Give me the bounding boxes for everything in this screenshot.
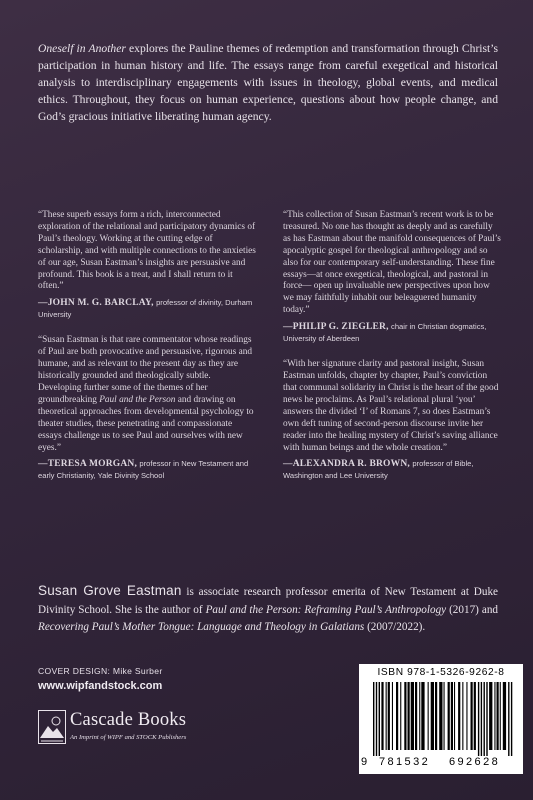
endorsement-brown bbox=[283, 359, 501, 482]
barcode-bar bbox=[494, 682, 495, 750]
barcode-bar bbox=[451, 682, 453, 750]
quote-book-title: Paul and the Person bbox=[99, 394, 176, 405]
endorsements-right-column bbox=[283, 210, 501, 496]
barcode-bar bbox=[484, 682, 485, 756]
publisher-imprint: An Imprint of WIPF and STOCK Publishers bbox=[70, 734, 187, 741]
endorsement-attribution bbox=[38, 297, 256, 321]
endorsement-ziegler bbox=[283, 210, 501, 345]
author-name: Susan Grove Eastman bbox=[38, 583, 182, 598]
publisher-logo bbox=[38, 708, 238, 748]
description-text: explores the Pauline themes of redemption and transformation through Christ’s participation in human history and life. The essays range from careful exegetical and historical analysis to interdisciplinary engagements with issues in theology, global events, and medical ethics. Throughout, they focus on human experience, questions about how people change, and God’s gracious initiative liberating human agency. bbox=[38, 42, 498, 123]
barcode-bar bbox=[376, 682, 377, 756]
barcode-bar bbox=[511, 682, 512, 756]
barcode-bar bbox=[486, 682, 487, 756]
barcode-digits bbox=[359, 756, 523, 770]
endorsement-attribution bbox=[38, 458, 256, 482]
endorsements-left-column bbox=[38, 210, 256, 496]
author-bio bbox=[38, 582, 498, 637]
endorsement-barclay bbox=[38, 210, 256, 321]
barcode-bar bbox=[458, 682, 460, 750]
barcode-bar bbox=[392, 682, 393, 750]
endorser-name: —ALEXANDRA R. BROWN, bbox=[283, 459, 410, 470]
endorser-title: professor in New Testament and early Christianity, Yale Divinity School bbox=[38, 459, 249, 481]
isbn-barcode bbox=[359, 664, 523, 774]
barcode-bar bbox=[415, 682, 417, 750]
book-description bbox=[38, 40, 498, 125]
barcode-bar bbox=[388, 682, 390, 750]
barcode-digits-group2: 692628 bbox=[449, 756, 501, 768]
barcode-bar bbox=[462, 682, 463, 750]
barcode-bar bbox=[466, 682, 467, 750]
barcode-bar bbox=[489, 682, 492, 750]
barcode-bar bbox=[508, 682, 509, 756]
endorser-name: —JOHN M. G. BARCLAY, bbox=[38, 298, 154, 309]
barcode-bar bbox=[431, 682, 434, 750]
barcode-bar bbox=[481, 682, 482, 756]
endorser-title: professor of Bible, Washington and Lee University bbox=[283, 459, 474, 481]
quote-part: “Susan Eastman is that rare commentator whose readings of Paul are both provocative and persuasive, rigorous and humane, and as relevant to the present day as they are historically grounded and theologically subtle. Developing further some of the themes of her groundbreaking bbox=[38, 335, 253, 405]
barcode-bars bbox=[367, 682, 517, 756]
endorser-title: chair in Christian dogmatics, University of Aberdeen bbox=[283, 322, 487, 344]
bio-text: (2007/2022). bbox=[364, 621, 426, 633]
barcode-digits-group1: 781532 bbox=[379, 756, 431, 768]
endorsement-quote: “These superb essays form a rich, interconnected exploration of the relational and participatory dynamics of Paul’s theology. Working at the cutting edge of scholarship, and with multiple connections to the anxieties of our age, Susan Eastman’s insights are persuasive and profound. This book is a treat, and I shall return to it often.” bbox=[38, 210, 256, 292]
barcode-bar bbox=[444, 682, 445, 750]
barcode-bar bbox=[497, 682, 499, 750]
barcode-bar bbox=[419, 682, 420, 750]
barcode-digit-first: 9 bbox=[361, 756, 368, 768]
barcode-bar bbox=[373, 682, 374, 756]
endorsement-quote: “This collection of Susan Eastman’s recent work is to be treasured. No one has thought as deeply and as carefully as has Eastman about the manifold consequences of Paul’s apocalyptic gospel for theological anthropology and so also for our contemporary self-understanding. These fine essays—at once exegetical, theological, and pastoral in force— open up invaluable new perspectives upon how we may faithfully inhabit our beleaguered humanity today.” bbox=[283, 210, 501, 316]
cover-design-credit: COVER DESIGN: Mike Surber bbox=[38, 666, 163, 676]
barcode-bar bbox=[503, 682, 506, 750]
bio-book-title: Paul and the Person: Reframing Paul’s Anthropology bbox=[205, 603, 447, 616]
barcode-bar bbox=[411, 682, 414, 750]
endorsement-quote bbox=[38, 335, 256, 454]
barcode-bar bbox=[428, 682, 429, 750]
barcode-bar bbox=[379, 682, 380, 756]
barcode-bar bbox=[435, 682, 437, 750]
barcode-bar bbox=[408, 682, 410, 750]
mountain-sun-icon bbox=[38, 710, 66, 744]
publisher-website: www.wipfandstock.com bbox=[38, 680, 163, 692]
endorsement-morgan bbox=[38, 335, 256, 482]
barcode-bar bbox=[381, 682, 383, 750]
publisher-name: Cascade Books bbox=[70, 710, 187, 730]
barcode-bar bbox=[474, 682, 476, 750]
bio-text: is associate research professor emerita of New Testament at Duke Divinity School. She is the author of bbox=[38, 586, 499, 616]
bio-book-title: Recovering Paul’s Mother Tongue: Language and Theology in Galatians bbox=[38, 621, 365, 633]
barcode-bar bbox=[404, 682, 406, 750]
barcode-bar bbox=[500, 682, 501, 750]
endorsement-attribution bbox=[283, 458, 501, 482]
barcode-bar bbox=[400, 682, 401, 750]
barcode-bar bbox=[439, 682, 442, 750]
bio-text: (2017) and bbox=[446, 603, 499, 616]
endorser-title: professor of divinity, Durham University bbox=[38, 298, 253, 320]
endorser-name: —TERESA MORGAN, bbox=[38, 459, 138, 470]
quote-part: and drawing on theoretical approaches from developmental psychology to theater studies, these penetrating and compassionate essays challenge us to see Paul and ourselves with new eyes.” bbox=[38, 394, 254, 453]
endorsement-attribution bbox=[283, 321, 501, 345]
barcode-bar bbox=[448, 682, 450, 750]
barcode-bar bbox=[421, 682, 424, 750]
book-title-italic: Oneself in Another bbox=[38, 42, 126, 55]
barcode-bar bbox=[386, 682, 387, 750]
isbn-label: ISBN 978-1-5326-9262-8 bbox=[377, 667, 505, 678]
barcode-bar bbox=[471, 682, 473, 750]
endorser-name: —PHILIP G. ZIEGLER, bbox=[283, 322, 389, 333]
endorsement-quote: “With her signature clarity and pastoral insight, Susan Eastman unfolds, chapter by chapter, Paul’s conviction that communal solidarity in Christ is the heart of the good news he proclaims. As Paul’s relational plural ‘you’ answers the divided ‘I’ of Romans 7, so does Eastman’s own deft tuning of second-person discourse invite her reader into the healing mystery of Christ’s saving alliance with human beings and the whole creation.” bbox=[283, 359, 499, 453]
barcode-bar bbox=[396, 682, 398, 750]
barcode-bar bbox=[478, 682, 479, 756]
barcode-bar bbox=[454, 682, 455, 750]
